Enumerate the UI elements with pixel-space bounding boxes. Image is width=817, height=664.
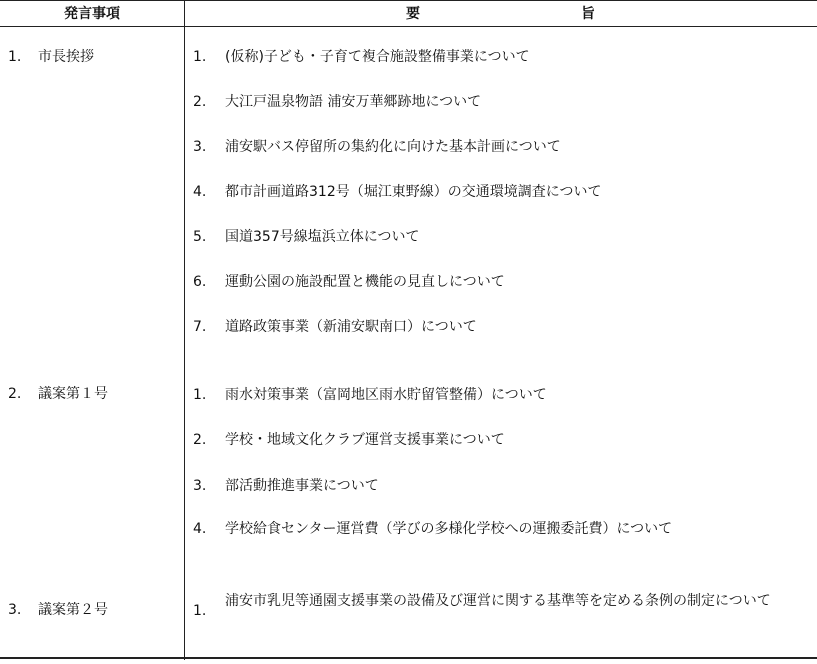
section-title: 議案第１号 [38,386,108,402]
item-number: 7. [193,319,207,335]
item-text: 大江戸温泉物語 浦安万華郷跡地について [225,94,482,110]
section-title: 議案第２号 [38,602,108,618]
item-number: 2. [193,432,207,448]
section-3-title [8,599,108,621]
item-text: 学校給食センター運営費（学びの多様化学校への運搬委託費）について [225,521,673,537]
item-text: 学校・地域文化クラブ運営支援事業について [225,432,505,448]
item-number: 4. [193,521,207,537]
item-text: 浦安駅バス停留所の集約化に向けた基本計画について [225,139,561,155]
item-number: 4. [193,184,207,200]
item-text: 雨水対策事業（富岡地区雨水貯留管整備）について [225,387,547,403]
item-text: 国道357号線塩浜立体について [225,229,420,245]
item-number: 1. [193,603,207,619]
section-number: 3. [8,602,22,618]
item-text: 運動公園の施設配置と機能の見直しについて [225,274,505,290]
column-divider [184,0,185,660]
section-number: 1. [8,49,22,65]
header-summary-part2: 旨 [581,6,595,22]
section-1-title [8,46,94,68]
header-topic: 発言事項 [64,6,120,22]
table-top-border [0,0,817,1]
header-summary [186,4,817,24]
item-number: 6. [193,274,207,290]
section-title: 市長挨拶 [38,49,94,65]
item-text: 部活動推進事業について [225,478,379,494]
item-number: 1. [193,49,207,65]
item-text: (仮称)子ども・子育て複合施設整備事業について [225,49,530,65]
item-number: 3. [193,139,207,155]
header-divider [0,26,817,27]
item-number: 3. [193,478,207,494]
list-item [193,592,813,630]
item-text: 浦安市乳児等通園支援事業の設備及び運営に関する基準等を定める条例の制定について [225,593,771,609]
table-bottom-border [0,657,817,659]
item-number: 5. [193,229,207,245]
item-number: 1. [193,387,207,403]
item-text: 都市計画道路312号（堀江東野線）の交通環境調査について [225,184,602,200]
item-number: 2. [193,94,207,110]
section-number: 2. [8,386,22,402]
header-summary-part1: 要 [406,6,420,22]
section-2-title [8,383,108,405]
item-text: 道路政策事業（新浦安駅南口）について [225,319,477,335]
